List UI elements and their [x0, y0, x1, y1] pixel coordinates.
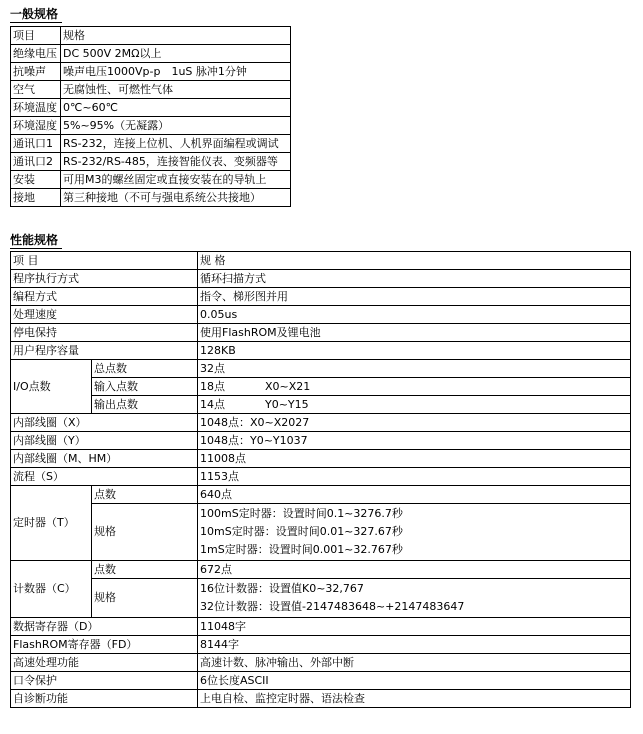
table-row — [11, 450, 631, 468]
table-row — [11, 171, 291, 189]
general-value-cell: 规格 — [61, 27, 291, 45]
row-label: 程序执行方式 — [11, 270, 198, 288]
row-value: 6位长度ASCII — [198, 672, 631, 690]
general-label-cell: 绝缘电压 — [11, 45, 61, 63]
timer-label: 定时器（T） — [11, 486, 92, 561]
counter-spec-line: 16位计数器：设置值K0~32,767 — [200, 582, 364, 595]
general-value-cell: 可用M3的螺丝固定或直接安装在的导轨上 — [61, 171, 291, 189]
row-value: 循环扫描方式 — [198, 270, 631, 288]
row-value: 0.05us — [198, 306, 631, 324]
general-label-cell: 空气 — [11, 81, 61, 99]
table-row — [11, 486, 631, 504]
table-row — [11, 561, 631, 579]
io-input-range: X0~X21 — [265, 379, 311, 393]
io-label: I/O点数 — [11, 360, 92, 414]
table-row — [11, 63, 291, 81]
general-label-cell: 环境湿度 — [11, 117, 61, 135]
table-row — [11, 45, 291, 63]
counter-label: 计数器（C） — [11, 561, 92, 618]
table-row — [11, 189, 291, 207]
table-row — [11, 153, 291, 171]
table-row — [11, 378, 631, 396]
general-value-cell: RS-232/RS-485，连接智能仪表、变频器等 — [61, 153, 291, 171]
general-label-cell: 通讯口2 — [11, 153, 61, 171]
row-label: 用户程序容量 — [11, 342, 198, 360]
performance-spec-table — [10, 251, 631, 708]
row-value: 1048点：X0~X2027 — [198, 414, 631, 432]
row-value: 128KB — [198, 342, 631, 360]
table-row — [11, 396, 631, 414]
table-row — [11, 135, 291, 153]
table-row — [11, 690, 631, 708]
io-output-value — [198, 396, 631, 414]
row-label: 数据寄存器（D） — [11, 618, 198, 636]
general-label-cell: 环境温度 — [11, 99, 61, 117]
timer-spec-label: 规格 — [92, 504, 198, 561]
io-total-value: 32点 — [198, 360, 631, 378]
table-row — [11, 432, 631, 450]
table-row — [11, 324, 631, 342]
timer-spec-line: 10mS定时器：设置时间0.01~327.67秒 — [200, 525, 403, 538]
io-output-label: 输出点数 — [92, 396, 198, 414]
row-value: 使用FlashROM及锂电池 — [198, 324, 631, 342]
timer-spec-line: 100mS定时器：设置时间0.1~3276.7秒 — [200, 507, 403, 520]
io-input-count: 18点 — [200, 379, 225, 393]
counter-count-value: 672点 — [198, 561, 631, 579]
table-row — [11, 468, 631, 486]
general-value-cell: 噪声电压1000Vp-p 1uS 脉冲1分钟 — [61, 63, 291, 81]
general-spec-table — [10, 26, 291, 207]
general-value-cell: 5%~95%（无凝露） — [61, 117, 291, 135]
io-input-value — [198, 378, 631, 396]
io-output-count: 14点 — [200, 397, 225, 411]
general-value-cell: RS-232，连接上位机、人机界面编程或调试 — [61, 135, 291, 153]
table-row — [11, 342, 631, 360]
table-row — [11, 672, 631, 690]
io-total-label: 总点数 — [92, 360, 198, 378]
table-row — [11, 306, 631, 324]
table-row — [11, 654, 631, 672]
general-label-cell: 接地 — [11, 189, 61, 207]
row-value: 指令、梯形图并用 — [198, 288, 631, 306]
table-row — [11, 252, 631, 270]
row-label: 内部线圈（M、HM） — [11, 450, 198, 468]
performance-spec-title: 性能规格 — [10, 233, 59, 247]
timer-spec-line: 1mS定时器：设置时间0.001~32.767秒 — [200, 543, 403, 556]
table-row — [11, 618, 631, 636]
row-label: 内部线圈（Y） — [11, 432, 198, 450]
table-row — [11, 99, 291, 117]
counter-spec-value — [198, 579, 631, 618]
header-spec-cell: 规 格 — [198, 252, 631, 270]
general-label-cell: 通讯口1 — [11, 135, 61, 153]
table-row — [11, 360, 631, 378]
row-label: 口令保护 — [11, 672, 198, 690]
table-row — [11, 117, 291, 135]
row-value: 11008点 — [198, 450, 631, 468]
general-title-underline — [10, 22, 62, 23]
row-label: 内部线圈（X） — [11, 414, 198, 432]
table-row — [11, 636, 631, 654]
general-value-cell: 0℃~60℃ — [61, 99, 291, 117]
header-item-cell: 项 目 — [11, 252, 198, 270]
table-row — [11, 27, 291, 45]
row-label: FlashROM寄存器（FD） — [11, 636, 198, 654]
row-value: 1153点 — [198, 468, 631, 486]
timer-count-value: 640点 — [198, 486, 631, 504]
row-label: 停电保持 — [11, 324, 198, 342]
general-value-cell: 无腐蚀性、可燃性气体 — [61, 81, 291, 99]
row-value: 1048点：Y0~Y1037 — [198, 432, 631, 450]
table-row — [11, 288, 631, 306]
row-label: 编程方式 — [11, 288, 198, 306]
row-label: 高速处理功能 — [11, 654, 198, 672]
row-value: 11048字 — [198, 618, 631, 636]
io-input-label: 输入点数 — [92, 378, 198, 396]
table-row — [11, 270, 631, 288]
io-output-range: Y0~Y15 — [265, 397, 309, 411]
general-label-cell: 安装 — [11, 171, 61, 189]
general-value-cell: 第三种接地（不可与强电系统公共接地） — [61, 189, 291, 207]
row-value: 8144字 — [198, 636, 631, 654]
timer-spec-value — [198, 504, 631, 561]
counter-count-label: 点数 — [92, 561, 198, 579]
general-spec-title: 一般规格 — [10, 7, 59, 21]
row-label: 自诊断功能 — [11, 690, 198, 708]
general-spec-body — [11, 27, 291, 207]
row-label: 处理速度 — [11, 306, 198, 324]
table-row — [11, 414, 631, 432]
table-row — [11, 504, 631, 561]
performance-title-underline — [10, 248, 62, 249]
timer-count-label: 点数 — [92, 486, 198, 504]
general-label-cell: 抗噪声 — [11, 63, 61, 81]
table-row — [11, 81, 291, 99]
counter-spec-line: 32位计数器：设置值-2147483648~+2147483647 — [200, 600, 465, 613]
row-value: 上电自检、监控定时器、语法检查 — [198, 690, 631, 708]
counter-spec-label: 规格 — [92, 579, 198, 618]
row-value: 高速计数、脉冲输出、外部中断 — [198, 654, 631, 672]
table-row — [11, 579, 631, 618]
row-label: 流程（S） — [11, 468, 198, 486]
general-label-cell: 项目 — [11, 27, 61, 45]
general-value-cell: DC 500V 2MΩ以上 — [61, 45, 291, 63]
